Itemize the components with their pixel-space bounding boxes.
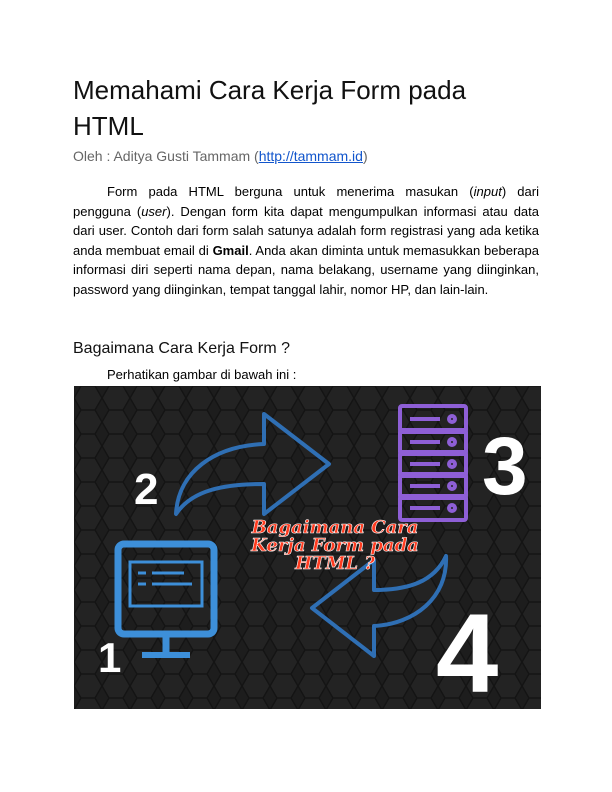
byline-suffix: )	[362, 148, 368, 164]
section-heading: Bagaimana Cara Kerja Form ?	[73, 340, 290, 357]
form-flow-illustration	[74, 386, 541, 709]
step-number-2: 2	[134, 465, 159, 514]
caption-line-2: Kerja Form pada	[251, 535, 419, 556]
paragraph-text: . Anda akan diminta untuk memasukkan beberapa informasi diri seperti nama depan, nama belakang, username yang diinginkan, password yang diinginkan, tempat tanggal lahir, nomor HP, dan lain-lain.	[73, 242, 539, 297]
step-number-4: 4	[436, 591, 499, 709]
paragraph-text: ). Dengan form kita dapat mengumpulkan informasi atau data dari user. Contoh dari form salah satunya adalah form registrasi yang ada ketika anda membuat email di	[73, 203, 539, 258]
paragraph-bold-gmail: Gmail	[212, 242, 249, 258]
caption-line-1: Bagaimana Cara	[251, 517, 419, 538]
paragraph-italic-input: input	[473, 184, 502, 199]
intro-paragraph	[73, 182, 539, 299]
byline	[73, 148, 368, 164]
form-flow-figure	[74, 386, 541, 709]
paragraph-text: Form pada HTML berguna untuk menerima masukan (	[107, 184, 474, 199]
paragraph-text: ) dari pengguna (	[73, 184, 539, 219]
document-title: Memahami Cara Kerja Form pada HTML	[73, 75, 467, 141]
byline-prefix: Oleh : Aditya Gusti Tammam (	[73, 148, 259, 164]
step-number-3: 3	[482, 421, 528, 512]
figure-intro: Perhatikan gambar di bawah ini :	[107, 367, 297, 382]
step-number-1: 1	[98, 634, 122, 681]
author-link[interactable]: http://tammam.id	[258, 148, 363, 164]
paragraph-italic-user: user	[141, 203, 167, 219]
caption-line-3: HTML ?	[295, 553, 375, 574]
